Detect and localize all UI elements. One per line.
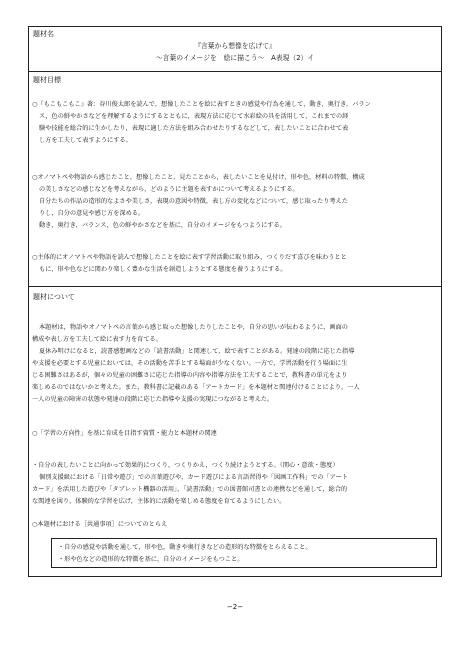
about-para2-line: 楽しめるのではないかと考えた。また，教科書に記載のある「アートカード」を本題材と関連付けることにより，一人 <box>32 384 360 391</box>
goal1-line: ス，色の鮮やかさなどを理解するようにするとともに，表現方法に応じて水彩絵の具を活用して，これまでの経 <box>39 113 349 120</box>
goals-label: 題材目標 <box>33 76 61 84</box>
title-section <box>29 27 441 71</box>
goal2-line: りし，自分の意見や感じ方を深める。 <box>39 210 145 217</box>
title-label: 題材名 <box>33 30 54 38</box>
document-frame <box>28 26 442 577</box>
about-label: 題材について <box>33 293 75 301</box>
page-number: −2− <box>226 603 244 611</box>
common-items-box <box>51 538 437 568</box>
goal3-line: ○主体的にオノマトペや物語を読んで想像したことを絵に表す学習活動に取り組み，つくりだす喜びを味わうとと <box>32 254 347 261</box>
goal1-line: 験や技能を総合的に生かしたり，表現に適した方法を組み合わせたりするなどして，表したいことに合わせて表 <box>39 125 349 132</box>
about-para2-line: じる困難さはあるが，個々の児童の困難さに応じた指導の内容や指導方法を工夫することで，教科書の単元をより <box>32 372 348 379</box>
about-section <box>29 286 441 578</box>
goal1-line: ○『もこもこもこ』著：谷川俊太郎を読んで，想像したことを絵に表すときの感覚や行為を通して，動き，奥行き，バラン <box>32 101 371 108</box>
document-title: 『言葉から想像を広げて』 <box>194 42 276 50</box>
goal2-line: 動き，奥行き，バランス，色の鮮やかさなどを基に，自分のイメージをもつようにする。 <box>39 222 286 229</box>
about-para3-line: カード」を活用した遊びや「タブレット機器の活用」，「読書活動」での図書館司書との連携などを通して，総合的 <box>32 486 348 493</box>
common-item: ・形や色などの造形的な特徴を基に，自分のイメージをもつこと。 <box>58 556 244 563</box>
document-subtitle: ～言葉のイメージを 絵に描こう～ A表現（2）イ <box>155 54 315 62</box>
about-para1-line: 構成や表し方を工夫して絵に表す力を育てる。 <box>32 336 162 343</box>
common-item: ・自分の感覚や活動を通して，形や色，動きや奥行きなどの造形的な特徴をとらえること。 <box>58 544 312 551</box>
about-para2-line: 一人の児童の障害の状態や発達の段階に応じた指導や支援の実現につながると考えた。 <box>32 396 274 403</box>
goal2-line: 自分たちの作品の造形的なよさや美しさ，表現の意図や特徴，表し方の変化などについて，感じ取ったり考えた <box>39 198 348 205</box>
direction-heading: ○「学習の方向性」を基に育成を目指す資質・能力と本題材の関連 <box>32 430 217 437</box>
goal3-line: もに，形や色などに関わり楽しく豊かな生活を創造しようとする態度を養うようにする。 <box>39 266 287 273</box>
about-para3-line: 個別支援級における「日常や遊び」での言葉遊びや，カード遊びによる言語習得や「図画工作科」での「アート <box>39 474 349 481</box>
goal2-line: の美しさなどの感じなどを考えながら，どのように主題を表すかについて考えるようにする。 <box>39 186 299 193</box>
goal2-line: ○オノマトペや物語から感じたこと，想像したこと，見たことから，表したいことを見付け，形や色，材料の特徴，構成 <box>32 174 365 181</box>
about-para3-line: ・自分の表したいことに向かって効果的につくり，つくりかえ，つくり続けようとする。（関心・意欲・態度） <box>32 462 339 469</box>
goal1-line: し方を工夫して表すようにする。 <box>39 137 132 144</box>
common-heading: ○本題材における［共通事項］についてのとらえ <box>32 521 168 528</box>
about-para2-line: や支援を必要とする児童においては，その活動を苦手とする場面が少なくない。一方で，学習活動を行う場面に生 <box>32 360 348 367</box>
about-para2-line: 夏休み明けになると，読書感想画などの「読書活動」と関連して，絵で表すことがある。発達の段階に応じた指導 <box>39 348 355 355</box>
about-para1-line: 本題材は，物語やオノマトペの言葉から感じ取った想像したりしたことや，自分の思いが伝わるように，画面の <box>39 324 348 331</box>
about-para3-line: な関連を図り，体験的な学習を広げ，主体的に活動を楽しめる態度を育てるようにしたい。 <box>32 498 286 505</box>
goals-section <box>29 71 441 286</box>
